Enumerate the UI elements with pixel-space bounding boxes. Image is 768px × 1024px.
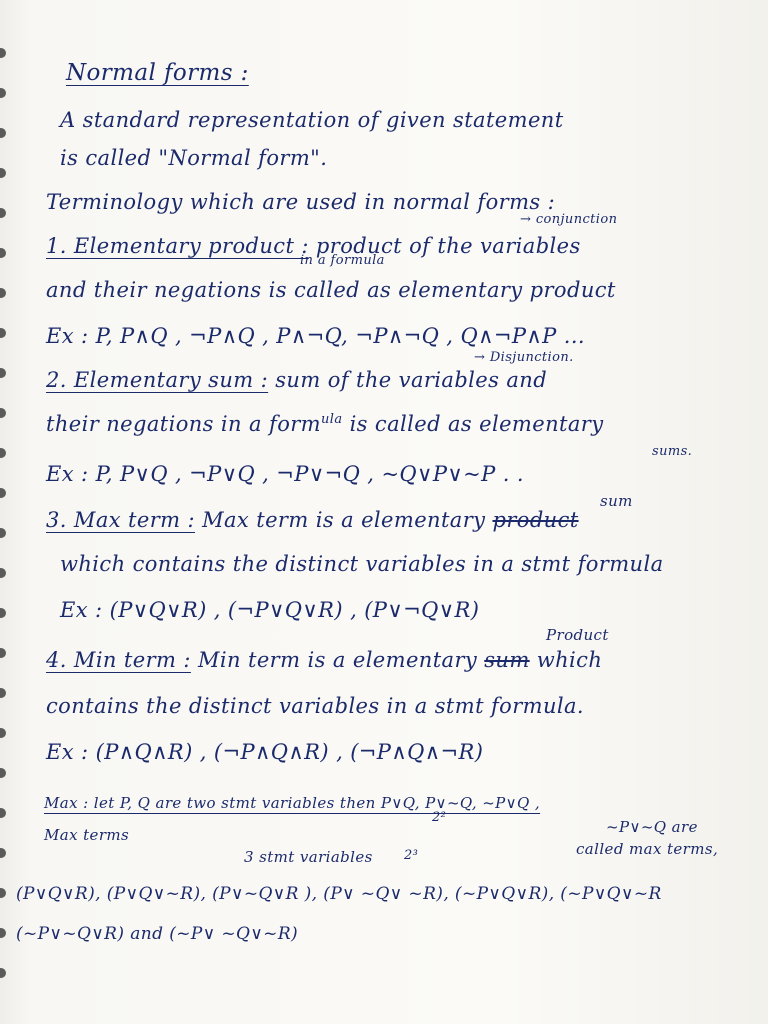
item1-continuation: and their negations is called as elementary product: [46, 278, 616, 302]
item3-continuation: which contains the distinct variables in a stmt formula: [60, 552, 664, 576]
max-note-cont: ~P∨~Q are: [606, 818, 698, 836]
item2-cont: their negations in a form: [46, 412, 321, 436]
item4-continuation: contains the distinct variables in a stmt formula.: [46, 694, 584, 718]
binder-hole: [0, 648, 6, 658]
note-disjunction: → Disjunction.: [474, 350, 574, 365]
max-note-cont-2: called max terms,: [576, 840, 719, 858]
binder-hole: [0, 768, 6, 778]
item1-label: 1. Elementary product :: [46, 234, 309, 258]
binder-hole: [0, 408, 6, 418]
item3-struck: product: [492, 508, 579, 532]
item2-continuation: [46, 412, 603, 436]
max-note-three-vars: 3 stmt variables: [244, 848, 373, 866]
binder-hole: [0, 328, 6, 338]
binder-hole: [0, 608, 6, 618]
binder-holes: [0, 0, 14, 1024]
item2-wrap: sums.: [652, 444, 693, 459]
binder-hole: [0, 168, 6, 178]
item3-text: Max term is a elementary: [202, 508, 486, 532]
binder-hole: [0, 208, 6, 218]
note-conjunction: → conjunction: [520, 212, 618, 227]
binder-hole: [0, 888, 6, 898]
item2-example: Ex : P, P∨Q , ¬P∨Q , ¬P∨¬Q , ~Q∨P∨~P . .: [46, 462, 524, 486]
binder-hole: [0, 288, 6, 298]
item2-line: [46, 368, 547, 392]
binder-hole: [0, 448, 6, 458]
item3-label: 3. Max term :: [46, 508, 196, 532]
item1-text: product of the variables: [315, 234, 581, 258]
binder-hole: [0, 848, 6, 858]
definition-line-2: is called "Normal form".: [60, 146, 328, 170]
page-title: Normal forms :: [66, 60, 249, 86]
binder-hole: [0, 568, 6, 578]
binder-hole: [0, 928, 6, 938]
max-note-line: [44, 794, 540, 812]
item3-correction: sum: [600, 492, 633, 510]
item1-note: in a formula: [300, 253, 385, 268]
binder-hole: [0, 248, 6, 258]
binder-hole: [0, 48, 6, 58]
item2-cont-tail: is called as elementary: [349, 412, 604, 436]
binder-hole: [0, 128, 6, 138]
max-note-three-sup: 2³: [404, 848, 419, 863]
binder-hole: [0, 968, 6, 978]
item4-label: 4. Min term :: [46, 648, 191, 672]
item4-struck: sum: [484, 648, 530, 672]
item3-example: Ex : (P∨Q∨R) , (¬P∨Q∨R) , (P∨¬Q∨R): [60, 598, 480, 622]
binder-hole: [0, 528, 6, 538]
max-terms-line-1: (P∨Q∨R), (P∨Q∨~R), (P∨~Q∨R ), (P∨ ~Q∨ ~R), (~P∨Q∨R), (~P∨Q∨~R: [16, 884, 662, 904]
max-note-label-2: Max terms: [44, 826, 130, 844]
binder-hole: [0, 488, 6, 498]
item4-example: Ex : (P∧Q∧R) , (¬P∧Q∧R) , (¬P∧Q∧¬R): [46, 740, 484, 764]
binder-hole: [0, 368, 6, 378]
item1-example: Ex : P, P∧Q , ¬P∧Q , P∧¬Q, ¬P∧¬Q , Q∧¬P∧P ...: [46, 324, 585, 348]
binder-hole: [0, 88, 6, 98]
max-note-superscript: 2²: [432, 810, 447, 825]
binder-hole: [0, 728, 6, 738]
item3-line: [46, 508, 579, 532]
item4-text: Min term is a elementary: [197, 648, 478, 672]
definition-line-1: A standard representation of given statement: [60, 108, 564, 132]
item2-insert: ula: [321, 412, 343, 427]
binder-hole: [0, 688, 6, 698]
item4-correction: Product: [546, 626, 609, 644]
item2-label: 2. Elementary sum :: [46, 368, 269, 392]
item4-text-tail: which: [536, 648, 603, 672]
item4-line: [46, 648, 602, 672]
max-terms-line-2: (~P∨~Q∨R) and (~P∨ ~Q∨~R): [16, 924, 299, 944]
binder-hole: [0, 808, 6, 818]
terminology-heading: Terminology which are used in normal forms :: [46, 190, 556, 214]
max-note-label: Max : let P, Q are two stmt variables then P∨Q, P∨~Q, ~P∨Q ,: [44, 794, 541, 812]
item2-text: sum of the variables and: [275, 368, 548, 392]
